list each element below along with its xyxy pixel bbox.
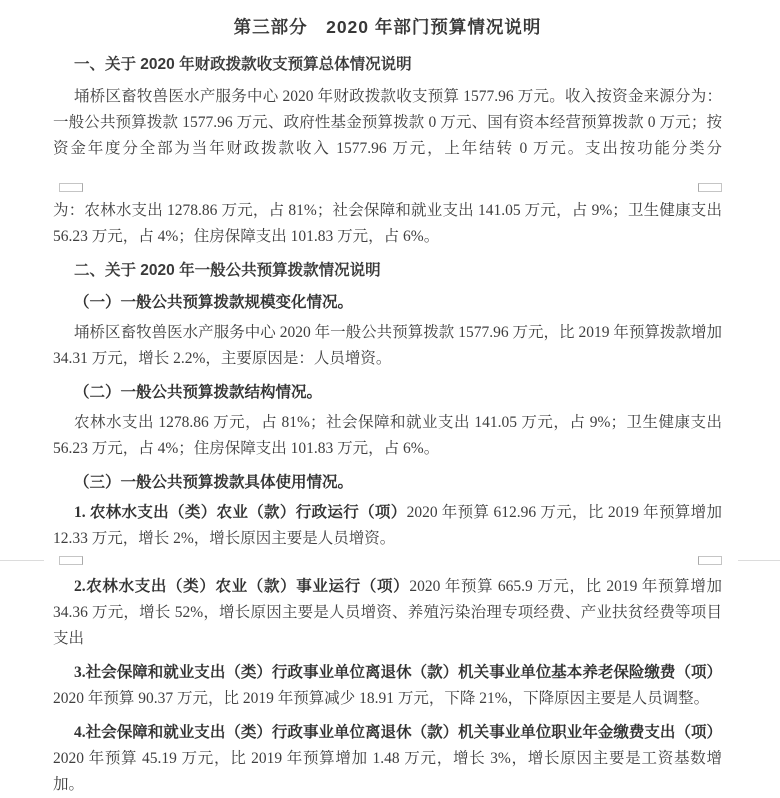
section-1-heading: 一、关于 2020 年财政拨款收支预算总体情况说明 [74, 56, 412, 73]
margin-crop-mark-right [698, 183, 722, 192]
budget-item-1-lead: 1. 农林水支出（类）农业（款）行政运行（项） [74, 504, 407, 521]
budget-item-3-lead: 3.社会保障和就业支出（类）行政事业单位离退休（款）机关事业单位基本养老保险缴费（项） [74, 664, 722, 681]
subsection-scale-heading: （一）一般公共预算拨款规模变化情况。 [74, 294, 354, 311]
budget-item-1-body: 2020 年预算 612.96 万元，比 2019 年预算增加 12.33 万元，增长 2%，增长原因主要是人员增资。 [53, 504, 722, 547]
page-text-boundary [0, 162, 780, 198]
overview-paragraph-part2: 为：农林水支出 1278.86 万元，占 81%；社会保障和就业支出 141.05 万元，占 9%；卫生健康支出 56.23 万元，占 4%；住房保障支出 101.83 万元，占 6%。 [53, 202, 722, 245]
budget-item-2-lead: 2.农林水支出（类）农业（款）事业运行（项） [74, 578, 410, 595]
structure-paragraph: 农林水支出 1278.86 万元，占 81%；社会保障和就业支出 141.05 万元，占 9%；卫生健康支出 56.23 万元，占 4%；住房保障支出 101.83 万元，占 6%。 [53, 414, 722, 457]
budget-item-4-lead: 4.社会保障和就业支出（类）行政事业单位离退休（款）机关事业单位职业年金缴费支出（项） [74, 724, 722, 741]
subsection-structure-heading: （二）一般公共预算拨款结构情况。 [74, 384, 323, 401]
budget-item-1 [53, 500, 722, 552]
subsection-usage-heading: （三）一般公共预算拨款具体使用情况。 [74, 474, 354, 491]
budget-item-2 [53, 574, 722, 652]
scale-paragraph: 埇桥区畜牧兽医水产服务中心 2020 年一般公共预算拨款 1577.96 万元，比 2019 年预算拨款增加 34.31 万元，增长 2.2%，主要原因是：人员增资。 [53, 324, 722, 367]
budget-item-4-body: 2020 年预算 45.19 万元，比 2019 年预算增加 1.48 万元，增长 3%，增长原因主要是工资基数增加。 [53, 750, 722, 793]
budget-item-4 [53, 720, 722, 798]
page-break [0, 552, 780, 572]
budget-item-2-body: 2020 年预算 665.9 万元，比 2019 年预算增加 34.36 万元，增长 52%，增长原因主要是人员增资、养殖污染治理专项经费、产业扶贫经费等项目支出 [53, 578, 722, 647]
page-break-line-right [738, 560, 780, 561]
page-break-line-left [0, 560, 44, 561]
section-2-heading: 二、关于 2020 年一般公共预算拨款情况说明 [74, 262, 381, 279]
margin-crop-mark-left [59, 183, 83, 192]
budget-item-3 [53, 660, 722, 712]
budget-item-3-body: 2020 年预算 90.37 万元，比 2019 年预算减少 18.91 万元，下降 21%，下降原因主要是人员调整。 [53, 690, 710, 707]
document-title: 第三部分 2020 年部门预算情况说明 [233, 17, 542, 37]
overview-paragraph-part1: 埇桥区畜牧兽医水产服务中心 2020 年财政拨款收支预算 1577.96 万元。收入按资金来源分为：一般公共预算拨款 1577.96 万元、政府性基金预算拨款 0 万元、国有资本经营预算拨款 0 万元；按资金年度分全部为当年财政拨款收入 1577.96 万元，上年结转 0 万元。支出按功能分类分 [53, 88, 722, 157]
margin-crop-mark-left [59, 556, 83, 565]
margin-crop-mark-right [698, 556, 722, 565]
